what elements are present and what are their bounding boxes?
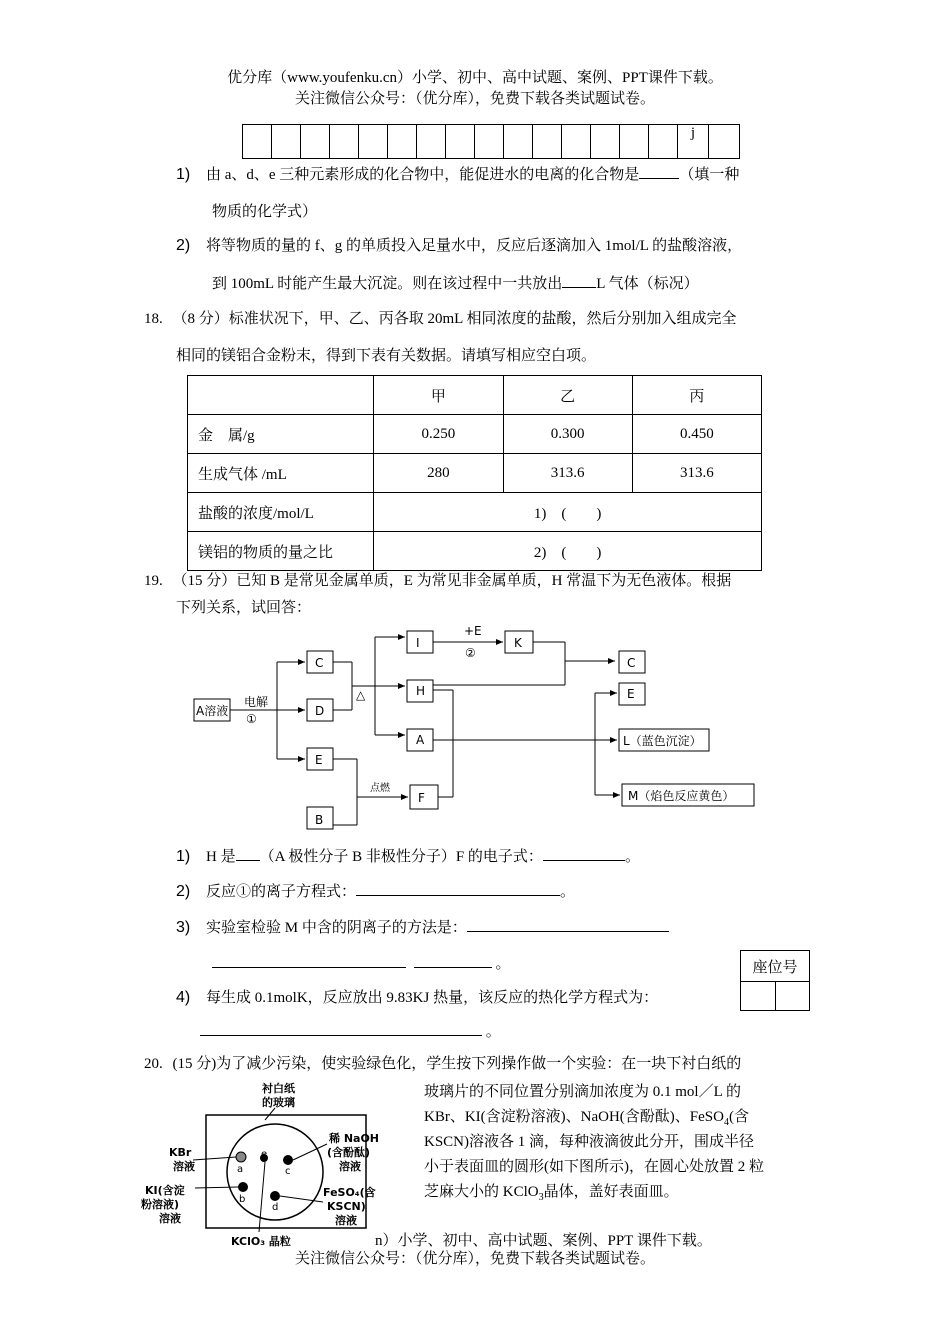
table-row-label-ratio: 镁铝的物质的量之比 [188, 532, 374, 571]
header-line-1: 优分库（www.youfenku.cn）小学、初中、高中试题、案例、PPT课件下载。 [227, 70, 723, 86]
table-cell: 0.300 [503, 415, 632, 454]
drop-label-b: b [239, 1194, 246, 1205]
node-a-solution: A溶液 [196, 704, 229, 718]
feso4-label-3: 溶液 [335, 1214, 357, 1227]
answer-blank[interactable] [562, 272, 596, 288]
seat-number-cell[interactable] [775, 982, 810, 1011]
node-c-product: C [627, 656, 636, 670]
q17-item-1-text: 由 a、d、e 三种元素形成的化合物中，能促进水的电离的化合物是 [205, 167, 640, 183]
label-heat: △ [356, 688, 366, 702]
q20-line-5: 小于表面皿的圆形(如下图所示)，在圆心处放置 2 粒 [424, 1159, 764, 1175]
q17-item-1-text-b: （填一种 [679, 167, 740, 183]
seat-number-cell[interactable] [741, 982, 776, 1011]
drop-label-e: e [261, 1149, 268, 1160]
q19-item-3-text: 实验室检验 M 中含的阴离子的方法是： [205, 920, 467, 936]
kclo3-label: KClO₃ 晶粒 [231, 1235, 291, 1248]
q17-item-2-text-c: L 气体（标况） [596, 276, 699, 292]
node-h: H [416, 684, 426, 698]
watch-glass-figure [135, 1080, 395, 1250]
answer-blank[interactable] [543, 845, 625, 861]
table-cell: 0.450 [632, 415, 761, 454]
q19-item-3-text-b: 。 [495, 956, 511, 972]
header-line-2: 关注微信公众号：（优分库），免费下载各类试题试卷。 [294, 91, 655, 107]
seat-number-label: 座位号 [741, 951, 810, 982]
q18-line-1 [144, 307, 737, 328]
table-cell: 313.6 [632, 454, 761, 493]
naoh-label-2: (含酚酞) [327, 1146, 371, 1159]
q18-number: 18. [144, 311, 163, 327]
q17-item-2 [176, 234, 742, 255]
q20-text-6: 芝麻大小的 KClO [424, 1184, 539, 1200]
q19-item-2-text-b: 。 [560, 884, 576, 900]
q19-item-1-text: H 是 [205, 849, 236, 865]
subscript-4: 4 [723, 1117, 729, 1128]
label-step-1: ① [246, 712, 257, 726]
reaction-flow-diagram [190, 625, 770, 840]
q18-data-table [187, 375, 762, 571]
label-step-2: ② [465, 646, 476, 660]
naoh-label-3: 溶液 [339, 1160, 361, 1173]
q19-item-1-text-c: 。 [624, 849, 640, 865]
table-header-jia: 甲 [374, 376, 503, 415]
answer-blank[interactable] [356, 880, 560, 896]
q19-line-1 [144, 569, 731, 590]
q19-number: 19. [144, 573, 163, 589]
table-header-yi: 乙 [503, 376, 632, 415]
answer-blank[interactable] [212, 952, 406, 968]
q19-item-4-num: 4) [176, 989, 191, 1006]
label-plus-e: +E [464, 625, 482, 638]
glass-label-2: 的玻璃 [262, 1096, 295, 1109]
q19-text-1: （15 分）已知 B 是常见金属单质，E 为常见非金属单质，H 常温下为无色液体。根据 [172, 573, 732, 589]
q19-item-3-num: 3) [176, 919, 191, 936]
q20-number: 20. [144, 1056, 163, 1072]
table-row-label-gas: 生成气体 /mL [188, 454, 374, 493]
node-b: B [315, 813, 324, 827]
footer-line-1: n）小学、初中、高中试题、案例、PPT 课件下载。 [375, 1233, 712, 1249]
answer-cell-2[interactable]: 2) ( ) [374, 532, 762, 571]
answer-blank[interactable] [236, 845, 260, 861]
label-electrolysis: 电解 [244, 695, 269, 709]
answer-blank[interactable] [467, 916, 669, 932]
q19-line-2: 下列关系，试回答： [176, 600, 312, 616]
q17-item-2-text-b: 到 100mL 时能产生最大沉淀。则在该过程中一共放出 [212, 276, 563, 292]
ki-label-2: 粉溶液) [141, 1198, 180, 1211]
q19-item-4 [176, 986, 658, 1007]
node-d: D [315, 704, 325, 718]
kbr-label-2: 溶液 [173, 1160, 195, 1173]
node-e-product: E [627, 687, 635, 701]
table-cell: 280 [374, 454, 503, 493]
q17-item-2-cont [212, 272, 699, 293]
q17-item-2-text: 将等物质的量的 f、g 的单质投入足量水中，反应后逐滴加入 1mol/L 的盐酸溶液， [205, 238, 743, 254]
table-header-bing: 丙 [632, 376, 761, 415]
q17-item-2-num: 2) [176, 237, 191, 254]
kbr-label-1: KBr [169, 1146, 192, 1159]
q19-item-2 [176, 880, 575, 901]
node-m: M（焰色反应黄色） [628, 789, 735, 803]
subscript-3: 3 [538, 1192, 544, 1203]
answer-cell-1[interactable]: 1) ( ) [374, 493, 762, 532]
q19-item-2-num: 2) [176, 883, 191, 900]
node-f: F [418, 791, 425, 805]
feso4-label-2: KSCN) [327, 1200, 366, 1213]
table-cell: 0.250 [374, 415, 503, 454]
q19-item-1 [176, 845, 640, 866]
table-cell: 313.6 [503, 454, 632, 493]
q17-item-1-num: 1) [176, 166, 191, 183]
node-e: E [315, 753, 323, 767]
glass-label-1: 衬白纸 [262, 1082, 295, 1095]
node-c: C [315, 656, 324, 670]
ki-label-3: 溶液 [159, 1212, 181, 1225]
seat-number-box [740, 950, 810, 1011]
q20-text-3-tail: (含 [728, 1109, 749, 1125]
node-l: L（蓝色沉淀） [623, 734, 702, 748]
grid-cell-j: j [678, 125, 709, 159]
q20-line-6 [424, 1180, 679, 1203]
q19-item-4-text: 每生成 0.1molK，反应放出 9.83KJ 热量，该反应的热化学方程式为： [205, 990, 659, 1006]
q20-line-1 [144, 1052, 741, 1073]
drop-label-a: a [237, 1164, 244, 1175]
q17-item-1 [176, 163, 739, 184]
q20-line-2: 玻璃片的不同位置分别滴加浓度为 0.1 mol／L 的 [424, 1084, 741, 1100]
drop-label-d: d [272, 1202, 279, 1213]
node-a: A [416, 733, 425, 747]
label-ignite: 点燃 [370, 783, 390, 794]
q19-item-2-text: 反应①的离子方程式： [205, 884, 356, 900]
q20-line-4: KSCN)溶液各 1 滴，每种液滴彼此分开，围成半径 [424, 1134, 755, 1150]
q18-text-1: （8 分）标准状况下，甲、乙、丙各取 20mL 相同浓度的盐酸，然后分别加入组成完全 [172, 311, 737, 327]
table-header-empty [188, 376, 374, 415]
node-k: K [514, 636, 522, 650]
table-row-label-hcl: 盐酸的浓度/mol/L [188, 493, 374, 532]
q19-item-4-text-b: 。 [485, 1024, 501, 1040]
answer-blank[interactable] [414, 952, 492, 968]
q18-line-2: 相同的镁铝合金粉末，得到下表有关数据。请填写相应空白项。 [176, 348, 597, 364]
q19-item-1-text-b: （A 极性分子 B 非极性分子）F 的电子式： [259, 849, 543, 865]
naoh-label-1: 稀 NaOH [329, 1132, 380, 1145]
q19-item-1-num: 1) [176, 848, 191, 865]
q19-item-4-cont [200, 1020, 501, 1041]
q17-item-1-cont: 物质的化学式） [212, 204, 318, 220]
feso4-label-1: FeSO₄(含 [323, 1186, 376, 1199]
answer-blank[interactable] [200, 1020, 482, 1036]
q20-line-3 [424, 1105, 749, 1128]
q20-text-1: (15 分)为了减少污染，使实验绿色化，学生按下列操作做一个实验：在一块下衬白纸的 [172, 1056, 742, 1072]
q20-text-3: KBr、KI(含淀粉溶液)、NaOH(含酚酞)、FeSO [424, 1109, 724, 1125]
table-row-label-metal: 金 属/g [188, 415, 374, 454]
periodic-table-fragment [242, 124, 740, 159]
q19-item-3 [176, 916, 669, 937]
node-i: I [416, 636, 420, 650]
q20-text-6-tail: 晶体，盖好表面皿。 [543, 1184, 679, 1200]
ki-label-1: KI(含淀 [145, 1184, 185, 1197]
drop-label-c: c [285, 1166, 291, 1177]
q19-item-3-cont [212, 952, 511, 973]
answer-blank[interactable] [639, 163, 679, 179]
footer-line-2: 关注微信公众号：（优分库），免费下载各类试题试卷。 [294, 1251, 655, 1267]
